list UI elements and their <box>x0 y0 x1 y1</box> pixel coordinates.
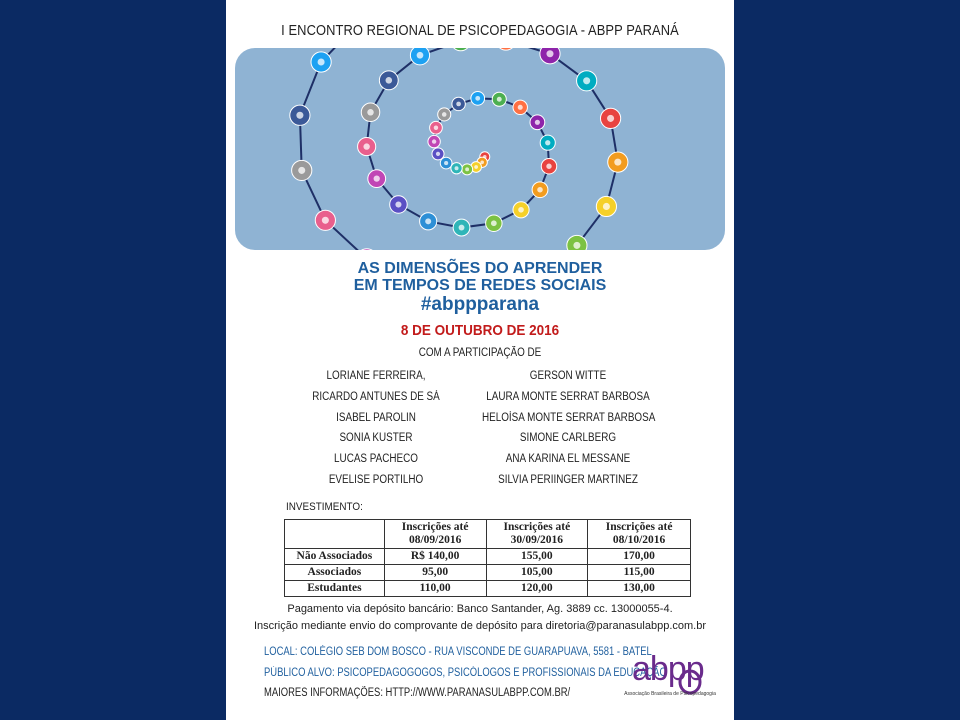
table-cell: R$ 140,00 <box>384 549 486 565</box>
social-bubble-glyph <box>442 112 447 117</box>
social-bubble-glyph <box>363 143 369 149</box>
social-bubble-glyph <box>436 152 440 156</box>
social-bubble-icon <box>451 48 471 51</box>
price-table-header <box>285 520 691 549</box>
social-bubble-glyph <box>583 77 590 84</box>
table-cell: 130,00 <box>588 581 691 597</box>
social-bubble-glyph <box>374 176 380 182</box>
table-cell: 115,00 <box>588 565 691 581</box>
participant-name: SILVIA PERIINGER MARTINEZ <box>498 473 638 486</box>
payment-info: Pagamento via depósito bancário: Banco Santander, Ag. 3889 cc. 13000055-4. <box>287 603 673 615</box>
participant-name: RICARDO ANTUNES DE SÁ <box>312 390 440 403</box>
table-cell: 95,00 <box>384 565 486 581</box>
social-bubble-glyph <box>296 112 303 119</box>
participant-name: LAURA MONTE SERRAT BARBOSA <box>486 390 650 403</box>
social-bubble-icon <box>357 249 377 250</box>
social-bubble-glyph <box>537 187 543 193</box>
participant-name: LORIANE FERREIRA, <box>326 370 426 382</box>
social-bubble-glyph <box>465 167 469 171</box>
more-info-link[interactable]: MAIORES INFORMAÇÕES: HTTP://WWW.PARANASULABPP.COM.BR/ <box>264 687 571 699</box>
event-title: I ENCONTRO REGIONAL DE PSICOPEDAGOGIA - ABPP PARANÁ <box>281 22 679 39</box>
table-row <box>285 581 691 597</box>
social-bubble-glyph <box>367 109 373 115</box>
social-bubble-glyph <box>518 105 523 110</box>
table-row <box>285 565 691 581</box>
table-row <box>285 549 691 565</box>
participant-name: GERSON WITTE <box>529 370 607 382</box>
table-header-cell: Inscrições até 08/10/2016 <box>588 520 691 549</box>
social-bubble-glyph <box>497 97 502 102</box>
social-bubble-glyph <box>456 102 461 107</box>
participant-name: SIMONE CARLBERG <box>519 432 617 445</box>
social-bubble-glyph <box>573 242 580 249</box>
social-bubble-glyph <box>322 217 329 224</box>
participant-name: LUCAS PACHECO <box>334 453 418 466</box>
social-bubble-glyph <box>546 50 553 57</box>
participant-name: ISABEL PAROLIN <box>336 411 416 424</box>
social-bubble-glyph <box>385 77 392 84</box>
social-media-banner <box>235 48 725 250</box>
table-cell: Estudantes <box>285 581 385 597</box>
social-bubble-glyph <box>480 160 484 164</box>
social-bubble-glyph <box>455 166 459 170</box>
table-cell: 120,00 <box>486 581 588 597</box>
logo-text: abpp <box>632 650 704 688</box>
participants-right-column <box>468 366 668 491</box>
participants-left-column <box>276 366 476 491</box>
event-poster <box>226 0 734 720</box>
headline-line-1: AS DIMENSÕES DO APRENDER <box>357 260 603 277</box>
social-bubble-glyph <box>318 58 325 65</box>
table-cell: 110,00 <box>384 581 486 597</box>
social-bubble-glyph <box>395 201 401 207</box>
social-bubble-glyph <box>546 164 551 169</box>
social-bubble-glyph <box>298 167 305 174</box>
table-cell: 155,00 <box>486 549 588 565</box>
social-bubble-glyph <box>425 218 431 224</box>
participant-name: ANA KARINA EL MESSANE <box>505 453 631 466</box>
table-header-cell <box>285 520 385 549</box>
social-bubble-glyph <box>434 126 438 130</box>
participant-name: EVELISE PORTILHO <box>328 473 424 486</box>
social-media-spiral-icon <box>235 48 725 250</box>
investment-label: INVESTIMENTO: <box>286 501 363 513</box>
social-bubble-glyph <box>545 140 550 145</box>
table-header-cell: Inscrições até 08/09/2016 <box>384 520 486 549</box>
audience-info: PÚBLICO ALVO: PSICOPEDAGOGOGOS, PSICÓLOGOS E PROFISSIONAIS DA EDUCAÇÃO <box>264 667 667 679</box>
social-bubble-glyph <box>474 165 478 169</box>
table-cell: Não Associados <box>285 549 385 565</box>
social-bubble-glyph <box>475 96 480 101</box>
participant-name: HELOÍSA MONTE SERRAT BARBOSA <box>482 411 656 424</box>
social-bubble-icon <box>496 48 516 50</box>
social-bubble-glyph <box>432 139 436 143</box>
social-bubble-glyph <box>459 225 465 231</box>
hashtag: #abppparana <box>420 294 540 315</box>
table-cell: 105,00 <box>486 565 588 581</box>
social-bubble-glyph <box>535 120 540 125</box>
registration-info: Inscrição mediante envio do comprovante de depósito para diretoria@paranasulabpp.com.br <box>253 620 707 632</box>
event-date: 8 DE OUTUBRO DE 2016 <box>400 322 560 339</box>
table-header-cell: Inscrições até 30/09/2016 <box>486 520 588 549</box>
social-bubble-glyph <box>518 207 524 213</box>
social-bubble-glyph <box>603 203 610 210</box>
price-table <box>284 519 691 597</box>
social-bubble-glyph <box>491 220 497 226</box>
participation-label: COM A PARTICIPAÇÃO DE <box>418 347 542 359</box>
table-cell: Associados <box>285 565 385 581</box>
participant-name: SONIA KÜSTER <box>339 432 413 445</box>
headline-line-2: EM TEMPOS DE REDES SOCIAIS <box>353 277 607 294</box>
logo-caption: Associação Brasileira de Psicopedagogia <box>624 691 716 697</box>
social-bubble-glyph <box>417 52 424 59</box>
social-bubble-glyph <box>614 159 621 166</box>
location-info: LOCAL: COLÉGIO SEB DOM BOSCO - RUA VISCONDE DE GUARAPUAVA, 5581 - BATEL <box>264 646 652 658</box>
social-bubble-glyph <box>444 161 448 165</box>
table-cell: 170,00 <box>588 549 691 565</box>
social-bubble-glyph <box>607 115 614 122</box>
